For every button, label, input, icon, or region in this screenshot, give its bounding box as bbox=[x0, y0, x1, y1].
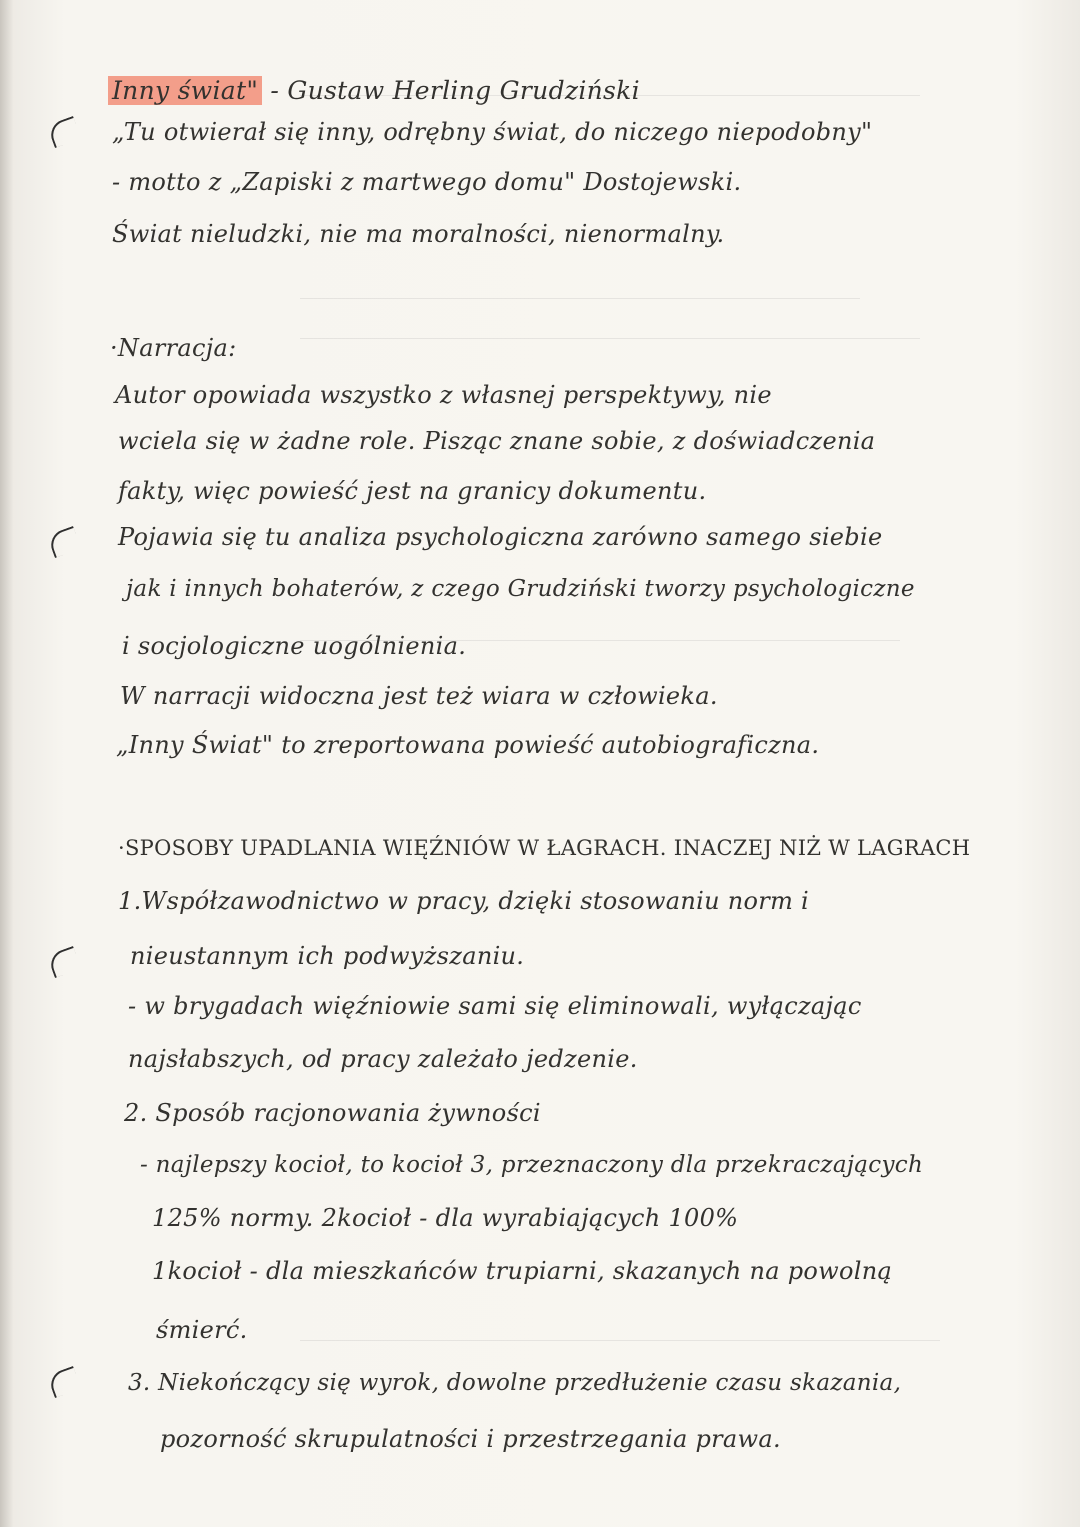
note-line: - w brygadach więźniowie sami się eliminowali, wyłączając bbox=[128, 992, 862, 1020]
binder-hole-mark bbox=[47, 116, 82, 148]
note-line: pozorność skrupulatności i przestrzegania prawa. bbox=[160, 1425, 781, 1453]
note-line: 125% normy. 2kocioł - dla wyrabiających 100% bbox=[152, 1204, 739, 1232]
note-line: - motto z „Zapiski z martwego domu" Dostojewski. bbox=[112, 168, 742, 196]
show-through-rule bbox=[300, 338, 920, 339]
note-line: najsłabszych, od pracy zależało jedzenie. bbox=[128, 1045, 638, 1073]
note-line: Autor opowiada wszystko z własnej perspektywy, nie bbox=[115, 381, 772, 409]
note-line: 2. Sposób racjonowania żywności bbox=[124, 1099, 541, 1127]
note-line: Pojawia się tu analiza psychologiczna zarówno samego siebie bbox=[118, 523, 883, 551]
note-title bbox=[108, 76, 640, 105]
show-through-rule bbox=[300, 298, 860, 299]
page-edge bbox=[0, 0, 14, 1527]
note-line: wciela się w żadne role. Pisząc znane sobie, z doświadczenia bbox=[118, 427, 876, 455]
binder-hole-mark bbox=[47, 526, 82, 558]
note-line: 1kocioł - dla mieszkańców trupiarni, skazanych na powolną bbox=[152, 1257, 893, 1285]
note-line: fakty, więc powieść jest na granicy dokumentu. bbox=[118, 477, 707, 505]
binder-hole-mark bbox=[47, 946, 82, 978]
note-line: Świat nieludzki, nie ma moralności, nienormalny. bbox=[112, 220, 725, 248]
note-line: nieustannym ich podwyższaniu. bbox=[130, 942, 525, 970]
note-line: 3. Niekończący się wyrok, dowolne przedłużenie czasu skazania, bbox=[128, 1370, 902, 1396]
note-line: - najlepszy kocioł, to kocioł 3, przeznaczony dla przekraczających bbox=[140, 1152, 924, 1178]
note-line: W narracji widoczna jest też wiara w człowieka. bbox=[120, 682, 718, 710]
section-heading: ·Narracja: bbox=[110, 334, 237, 362]
note-line: 1.Współzawodnictwo w pracy, dzięki stosowaniu norm i bbox=[118, 887, 810, 915]
note-line: śmierć. bbox=[156, 1316, 248, 1344]
note-line: i socjologiczne uogólnienia. bbox=[122, 632, 467, 660]
binder-hole-mark bbox=[47, 1366, 82, 1398]
note-line: jak i innych bohaterów, z czego Grudziński tworzy psychologiczne bbox=[126, 576, 915, 602]
note-line: „Tu otwierał się inny, odrębny świat, do niczego niepodobny" bbox=[112, 118, 873, 146]
show-through-rule bbox=[300, 1340, 940, 1341]
note-line: „Inny Świat" to zreportowana powieść autobiograficzna. bbox=[116, 731, 820, 759]
title-author: - Gustaw Herling Grudziński bbox=[270, 76, 640, 105]
highlighted-title: Inny świat" bbox=[108, 76, 262, 105]
section-heading: ·SPOSOBY UPADLANIA WIĘŹNIÓW W ŁAGRACH. INACZEJ NIŻ W LAGRACH bbox=[118, 836, 971, 860]
